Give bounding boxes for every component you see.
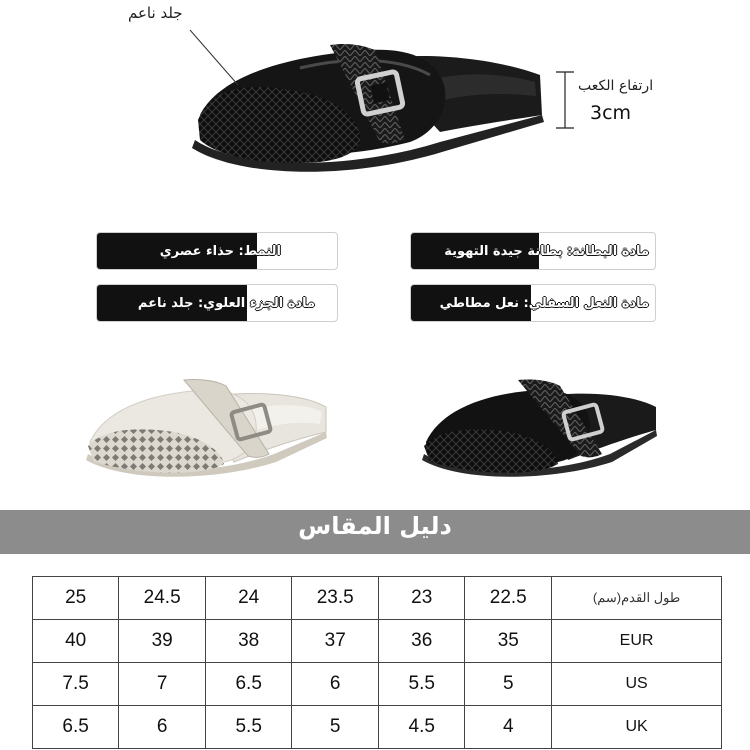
table-cell: 6.5 — [206, 663, 292, 706]
table-cell: 37 — [292, 620, 379, 663]
black-mule-image — [420, 372, 660, 482]
table-cell: 5.5 — [206, 706, 292, 749]
table-cell: 6.5 — [33, 706, 119, 749]
table-cell: 39 — [119, 620, 206, 663]
spec-style-text: النمط: حذاء عصري — [159, 243, 281, 259]
table-cell: 24.5 — [119, 577, 206, 620]
spec-upper — [96, 284, 338, 322]
spec-lining — [410, 232, 656, 270]
table-cell: 5 — [292, 706, 379, 749]
table-cell: 7.5 — [33, 663, 119, 706]
table-cell: 38 — [206, 620, 292, 663]
row-header-eur: EUR — [552, 620, 722, 663]
row-header-uk: UK — [552, 706, 722, 749]
table-cell: 23.5 — [292, 577, 379, 620]
table-cell: 6 — [292, 663, 379, 706]
row-header-foot-length: طول القدم(سم) — [552, 577, 722, 620]
table-cell: 7 — [119, 663, 206, 706]
table-cell: 5.5 — [379, 663, 465, 706]
leather-annotation: جلد ناعم — [128, 4, 183, 22]
table-cell: 22.5 — [465, 577, 552, 620]
table-cell: 4 — [465, 706, 552, 749]
spec-lining-text: مادة البطانة: بطانة جيدة التهوية — [444, 243, 649, 259]
table-row — [33, 706, 722, 749]
heel-height-value: 3cm — [590, 102, 632, 124]
black-mule-main-image — [180, 20, 550, 180]
spec-upper-text: مادة الجزء العلوي: جلد ناعم — [137, 295, 315, 311]
size-guide-title: دليل المقاس — [298, 512, 452, 540]
table-cell: 35 — [465, 620, 552, 663]
table-cell: 40 — [33, 620, 119, 663]
table-cell: 23 — [379, 577, 465, 620]
size-table — [32, 576, 722, 749]
spec-sole — [410, 284, 656, 322]
table-cell: 6 — [119, 706, 206, 749]
table-cell: 4.5 — [379, 706, 465, 749]
heel-height-label: ارتفاع الكعب — [578, 78, 654, 94]
table-cell: 25 — [33, 577, 119, 620]
table-cell: 24 — [206, 577, 292, 620]
table-row — [33, 620, 722, 663]
spec-style — [96, 232, 338, 270]
table-cell: 5 — [465, 663, 552, 706]
heel-height-bracket — [548, 68, 578, 132]
spec-sole-text: مادة النعل السفلي: نعل مطاطي — [439, 295, 649, 311]
table-row — [33, 577, 722, 620]
table-cell: 36 — [379, 620, 465, 663]
table-row — [33, 663, 722, 706]
beige-mule-image — [84, 372, 330, 482]
row-header-us: US — [552, 663, 722, 706]
